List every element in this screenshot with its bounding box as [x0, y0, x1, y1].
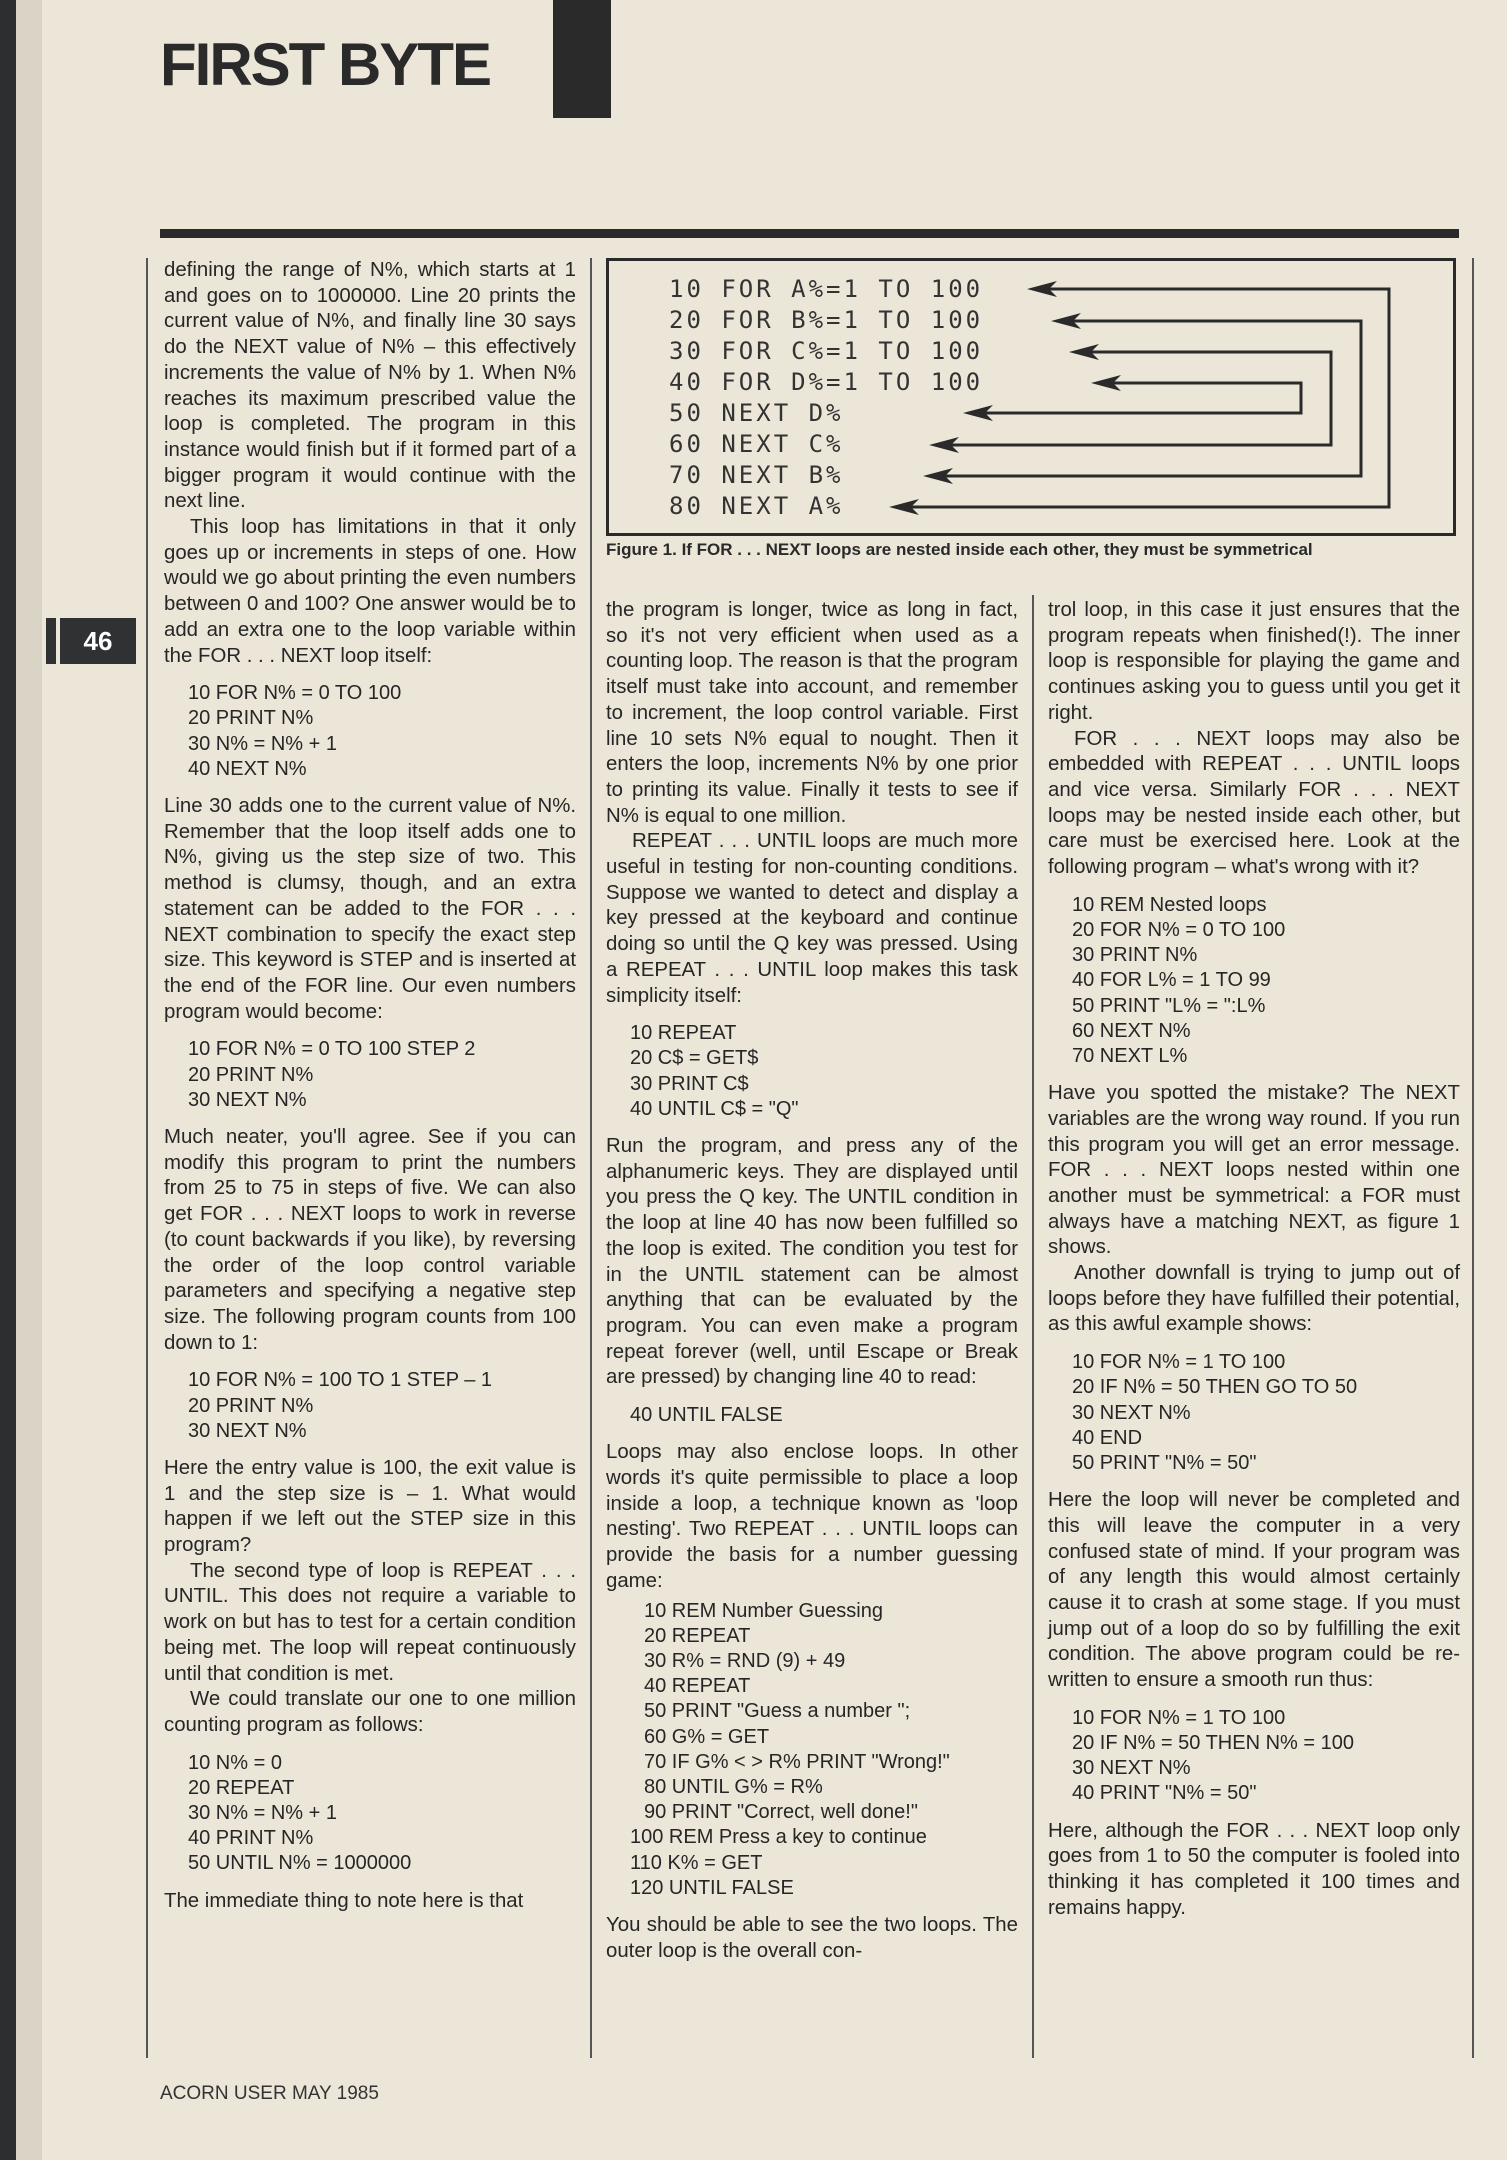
- paragraph: Much neater, you'll agree. See if you can modify this program to print the numbers from 25 to 75 in steps of five. We can also get FOR . . . NEXT loops to work in reverse (to count backwards if you like), by reversing the order of the loop control variable parameters and specifying a negative step size. The following program counts from 100 down to 1:: [164, 1126, 576, 1354]
- code-line: 30 NEXT N%: [1072, 1757, 1191, 1780]
- code-listing: [1072, 1706, 1460, 1807]
- code-listing: [1072, 893, 1460, 1069]
- code-line: 10 FOR N% = 100 TO 1 STEP – 1: [188, 1369, 493, 1392]
- code-line: 50 PRINT "L% = ":L%: [1072, 994, 1266, 1017]
- code-line: 20 REPEAT: [644, 1624, 751, 1647]
- page-number: 46: [60, 618, 136, 664]
- column-2: [606, 598, 1018, 1964]
- paragraph: Here the loop will never be completed and this will leave the computer in a very confused state of mind. If your program was of any length this would almost certainly cause it to crash at some stage. If you must jump out of a loop do so by fulfilling the exit condition. The above program could be re-written to ensure a smooth run thus:: [1048, 1489, 1460, 1692]
- paragraph: The second type of loop is REPEAT . . . UNTIL. This does not require a variable to work on but has to test for a certain condition being met. The loop will repeat continuously until that condition is met.: [164, 1559, 576, 1685]
- code-line: 70 IF G% < > R% PRINT "Wrong!": [644, 1750, 950, 1773]
- paragraph: The immediate thing to note here is that: [164, 1889, 524, 1912]
- code-line: 120 UNTIL FALSE: [630, 1876, 794, 1899]
- figure-line-20: 20 FOR B%=1 TO 100: [669, 306, 984, 334]
- code-line: 80 UNTIL G% = R%: [644, 1775, 823, 1798]
- column-rule-1: [590, 258, 592, 2058]
- code-line: 90 PRINT "Correct, well done!": [644, 1801, 918, 1824]
- code-line: 40 REPEAT: [644, 1675, 751, 1698]
- code-line: 40 UNTIL C$ = "Q": [630, 1097, 799, 1120]
- code-line: 40 NEXT N%: [188, 757, 307, 780]
- code-line: 60 G% = GET: [644, 1725, 770, 1748]
- code-line: 40 FOR L% = 1 TO 99: [1072, 969, 1271, 992]
- figure-line-30: 30 FOR C%=1 TO 100: [669, 337, 984, 365]
- code-listing: [188, 681, 576, 782]
- code-listing: [188, 1751, 576, 1877]
- code-line: 50 PRINT "N% = 50": [1072, 1452, 1257, 1474]
- code-line: 30 PRINT N%: [1072, 944, 1198, 967]
- code-line: 30 N% = N% + 1: [188, 1802, 337, 1825]
- code-line: 10 N% = 0: [188, 1751, 282, 1774]
- code-line: 50 UNTIL N% = 1000000: [188, 1852, 412, 1875]
- header-block: [553, 0, 611, 118]
- column-rule-2: [1032, 595, 1034, 2058]
- code-listing: [1072, 1350, 1460, 1476]
- figure-line-40: 40 FOR D%=1 TO 100: [669, 368, 984, 396]
- loop-b-connector: [939, 321, 1361, 476]
- code-line: 40 UNTIL FALSE: [630, 1404, 783, 1427]
- code-line: 10 REM Number Guessing: [644, 1599, 883, 1622]
- code-line: 100 REM Press a key to continue: [630, 1826, 927, 1849]
- header-rule: [160, 229, 1459, 238]
- figure-line-80: 80 NEXT A%: [669, 492, 844, 520]
- page-binding: [0, 0, 16, 2160]
- paragraph: You should be able to see the two loops. The outer loop is the overall con-: [606, 1913, 1018, 1962]
- code-line: 10 REPEAT: [630, 1022, 737, 1045]
- code-line: 40 PRINT N%: [188, 1827, 314, 1850]
- code-line: 20 FOR N% = 0 TO 100: [1072, 918, 1286, 941]
- code-line: 20 PRINT N%: [188, 707, 314, 730]
- figure-caption: Figure 1. If FOR . . . NEXT loops are nested inside each other, they must be symmetrical: [606, 540, 1313, 559]
- paragraph: We could translate our one to one million counting program as follows:: [164, 1688, 576, 1736]
- code-line: 30 NEXT N%: [188, 1419, 307, 1442]
- paragraph: Run the program, and press any of the alphanumeric keys. They are displayed until you press the Q key. The UNTIL condition in the loop at line 40 has now been fulfilled so the loop is exited. The condition you test for in the UNTIL statement can be almost anything that can be evaluated by the program. You can even make a program repeat forever (well, until Escape or Break are pressed) by changing line 40 to read:: [606, 1135, 1018, 1389]
- code-line: 30 R% = RND (9) + 49: [644, 1649, 846, 1672]
- page-margin-shadow: [16, 0, 42, 2160]
- column-rule-left: [146, 258, 148, 2058]
- code-listing: [188, 1368, 576, 1444]
- paragraph: Loops may also enclose loops. In other words it's quite permissible to place a loop inside a loop, a technique known as 'loop nesting'. Two REPEAT . . . UNTIL loops can provide the basis for a number guessing game:: [606, 1441, 1018, 1592]
- code-line: 10 FOR N% = 0 TO 100 STEP 2: [188, 1038, 476, 1061]
- column-1: [164, 258, 576, 1914]
- code-line: 20 REPEAT: [188, 1776, 295, 1799]
- figure-line-70: 70 NEXT B%: [669, 461, 844, 489]
- code-line: 40 PRINT "N% = 50": [1072, 1782, 1257, 1805]
- paragraph: trol loop, in this case it just ensures that the program repeats when finished(!). The inner loop is responsible for playing the game and continues asking you to guess until you get it right.: [1048, 599, 1460, 724]
- paragraph: FOR . . . NEXT loops may also be embedded with REPEAT . . . UNTIL loops and vice versa. Similarly FOR . . . NEXT loops may be nested inside each other, but care must be exercised here. Look at the following program – what's wrong with it?: [1048, 727, 1460, 879]
- code-line: 50 PRINT "Guess a number ";: [644, 1700, 911, 1723]
- column-3: [1048, 598, 1460, 1921]
- page-number-tab: [46, 618, 56, 664]
- footer-credit: ACORN USER MAY 1985: [160, 2083, 379, 2104]
- paragraph: the program is longer, twice as long in fact, so it's not very efficient when used as a counting loop. The reason is that the program itself must take into account, and remember to increment, the loop control variable. First line 10 sets N% equal to nought. Then it enters the loop, increments N% by one prior to printing its value. Finally it tests to see if N% is equal to one million.: [606, 599, 1018, 827]
- figure-1: [606, 258, 1456, 536]
- code-line: 20 IF N% = 50 THEN GO TO 50: [1072, 1376, 1358, 1399]
- code-listing: [630, 1021, 1018, 1122]
- code-line: 10 FOR N% = 0 TO 100: [188, 682, 402, 705]
- loop-c-connector: [945, 352, 1331, 445]
- section-title: FIRST BYTE: [160, 31, 491, 98]
- code-line: 30 NEXT N%: [1072, 1401, 1191, 1424]
- figure-line-50: 50 NEXT D%: [669, 399, 844, 427]
- code-line: 20 PRINT N%: [188, 1063, 314, 1086]
- paragraph: Have you spotted the mistake? The NEXT variables are the wrong way round. If you run this program you will get an error message. FOR . . . NEXT loops nested within one another must be symmetrical: a FOR must always have a matching NEXT, as figure 1 shows.: [1048, 1082, 1460, 1259]
- figure-line-10: 10 FOR A%=1 TO 100: [669, 275, 984, 303]
- code-line: 70 NEXT L%: [1072, 1044, 1188, 1067]
- code-line: 30 N% = N% + 1: [188, 732, 337, 755]
- paragraph: Here, although the FOR . . . NEXT loop only goes from 1 to 50 the computer is fooled into thinking it has completed it 100 times and remains happy.: [1048, 1819, 1460, 1919]
- code-line: 30 PRINT C$: [630, 1072, 749, 1095]
- code-line: 40 END: [1072, 1426, 1143, 1449]
- paragraph: REPEAT . . . UNTIL loops are much more useful in testing for non-counting conditions. Suppose we wanted to detect and display a key pressed at the keyboard and continue doing so until the Q key was pressed. Using a REPEAT . . . UNTIL loop makes this task simplicity itself:: [606, 830, 1018, 1007]
- paragraph: defining the range of N%, which starts at 1 and goes on to 1000000. Line 20 prints the current value of N%, and finally line 30 says do the NEXT value of N% – this effectively increments the value of N% by 1. When N% reaches its maximum prescribed value the loop is completed. The program in this instance would finish but if it formed part of a bigger program it would continue with the next line.: [164, 259, 576, 513]
- paragraph: Line 30 adds one to the current value of N%. Remember that the loop itself adds one to N%, giving us the step size of two. This method is clumsy, though, and an extra statement can be added to the FOR . . . NEXT combination to specify the exact step size. This keyword is STEP and is inserted at the end of the FOR line. Our even numbers program would become:: [164, 795, 576, 1023]
- code-line: 10 FOR N% = 1 TO 100: [1072, 1706, 1286, 1729]
- code-line: 10 REM Nested loops: [1072, 893, 1267, 916]
- code-line: 30 NEXT N%: [188, 1088, 307, 1111]
- code-line: 60 NEXT N%: [1072, 1019, 1191, 1042]
- column-rule-right: [1472, 258, 1474, 2058]
- code-listing: [630, 1599, 1018, 1901]
- paragraph: This loop has limitations in that it only goes up or increments in steps of one. How would we go about printing the even numbers between 0 and 100? One answer would be to add an extra one to the loop variable within the FOR . . . NEXT loop itself:: [164, 516, 576, 667]
- loop-d-connector: [979, 383, 1301, 413]
- paragraph: Here the entry value is 100, the exit value is 1 and the step size is – 1. What would happen if we left out the STEP size in this program?: [164, 1456, 576, 1557]
- code-listing: [188, 1037, 576, 1113]
- code-line: 20 IF N% = 50 THEN N% = 100: [1072, 1732, 1354, 1755]
- code-line: 20 PRINT N%: [188, 1394, 314, 1417]
- code-line: 110 K% = GET: [630, 1851, 763, 1874]
- figure-line-60: 60 NEXT C%: [669, 430, 844, 458]
- code-line: 10 FOR N% = 1 TO 100: [1072, 1351, 1286, 1374]
- code-line: 20 C$ = GET$: [630, 1047, 759, 1070]
- code-listing: [630, 1403, 1018, 1428]
- paragraph: Another downfall is trying to jump out of loops before they have fulfilled their potential, as this awful example shows:: [1048, 1262, 1460, 1336]
